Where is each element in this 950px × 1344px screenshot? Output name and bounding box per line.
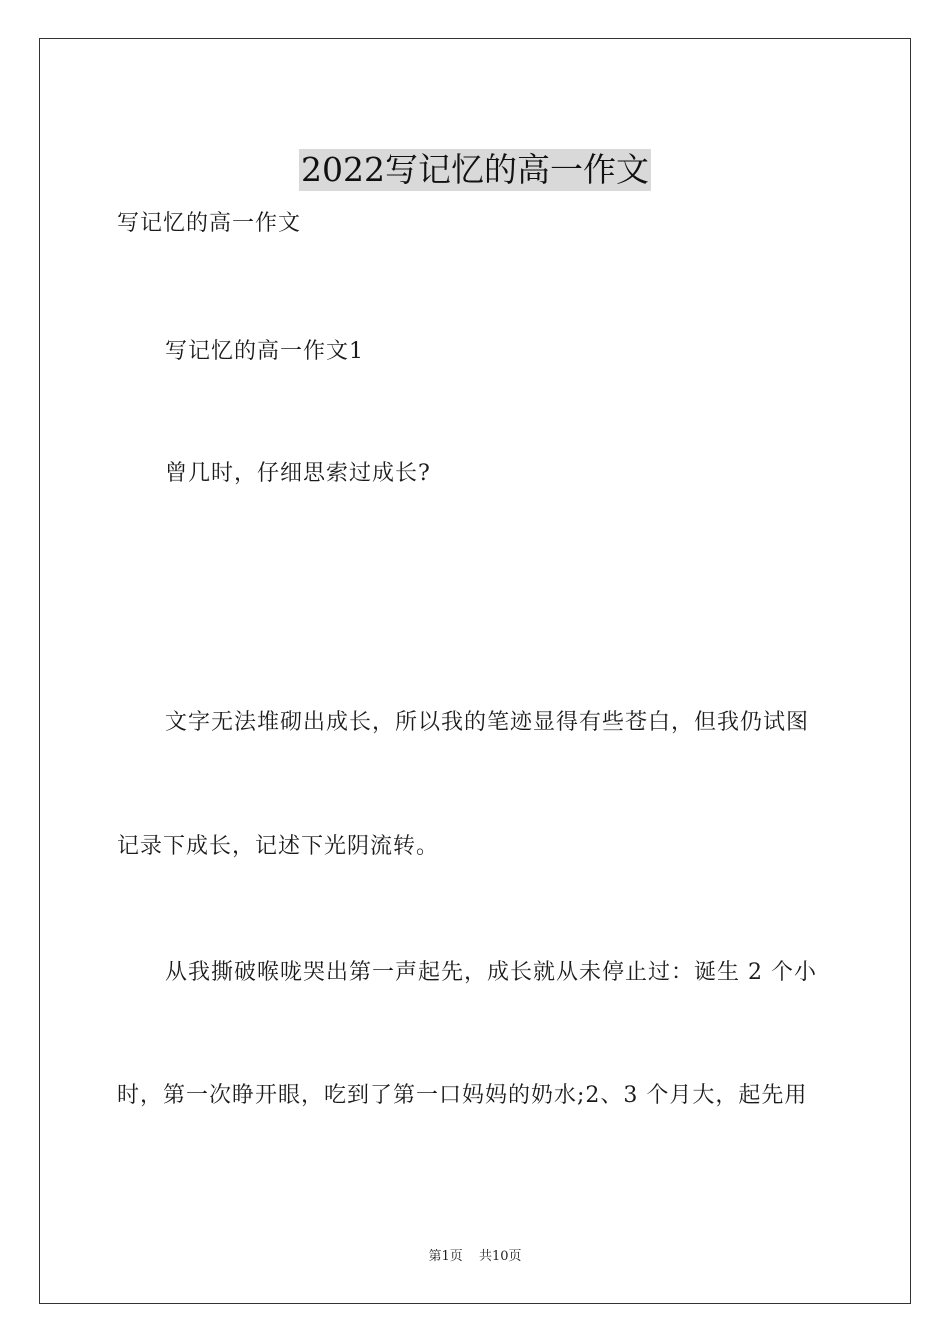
body-line-subtitle: 写记忆的高一作文 [117,211,302,236]
body-line-paragraph-2b: 时，第一次睁开眼，吃到了第一口妈妈的奶水;2、3 个月大，起先用 [117,1083,808,1108]
document-title: 2022写记忆的高一作文 [301,150,649,190]
title-container [0,127,950,213]
page-footer [0,1248,950,1266]
page-number: 第1页 [428,1249,463,1264]
body-line-paragraph-1b: 记录下成长，记述下光阴流转。 [117,834,440,859]
body-line-question: 曾几时，仔细思索过成长? [165,461,431,486]
body-line-section-heading: 写记忆的高一作文1 [165,339,364,364]
page-total: 共10页 [478,1249,522,1264]
body-line-paragraph-1a: 文字无法堆砌出成长，所以我的笔迹显得有些苍白，但我仍试图 [165,710,810,735]
body-line-paragraph-2a: 从我撕破喉咙哭出第一声起先，成长就从未停止过：诞生 2 个小 [165,960,817,985]
